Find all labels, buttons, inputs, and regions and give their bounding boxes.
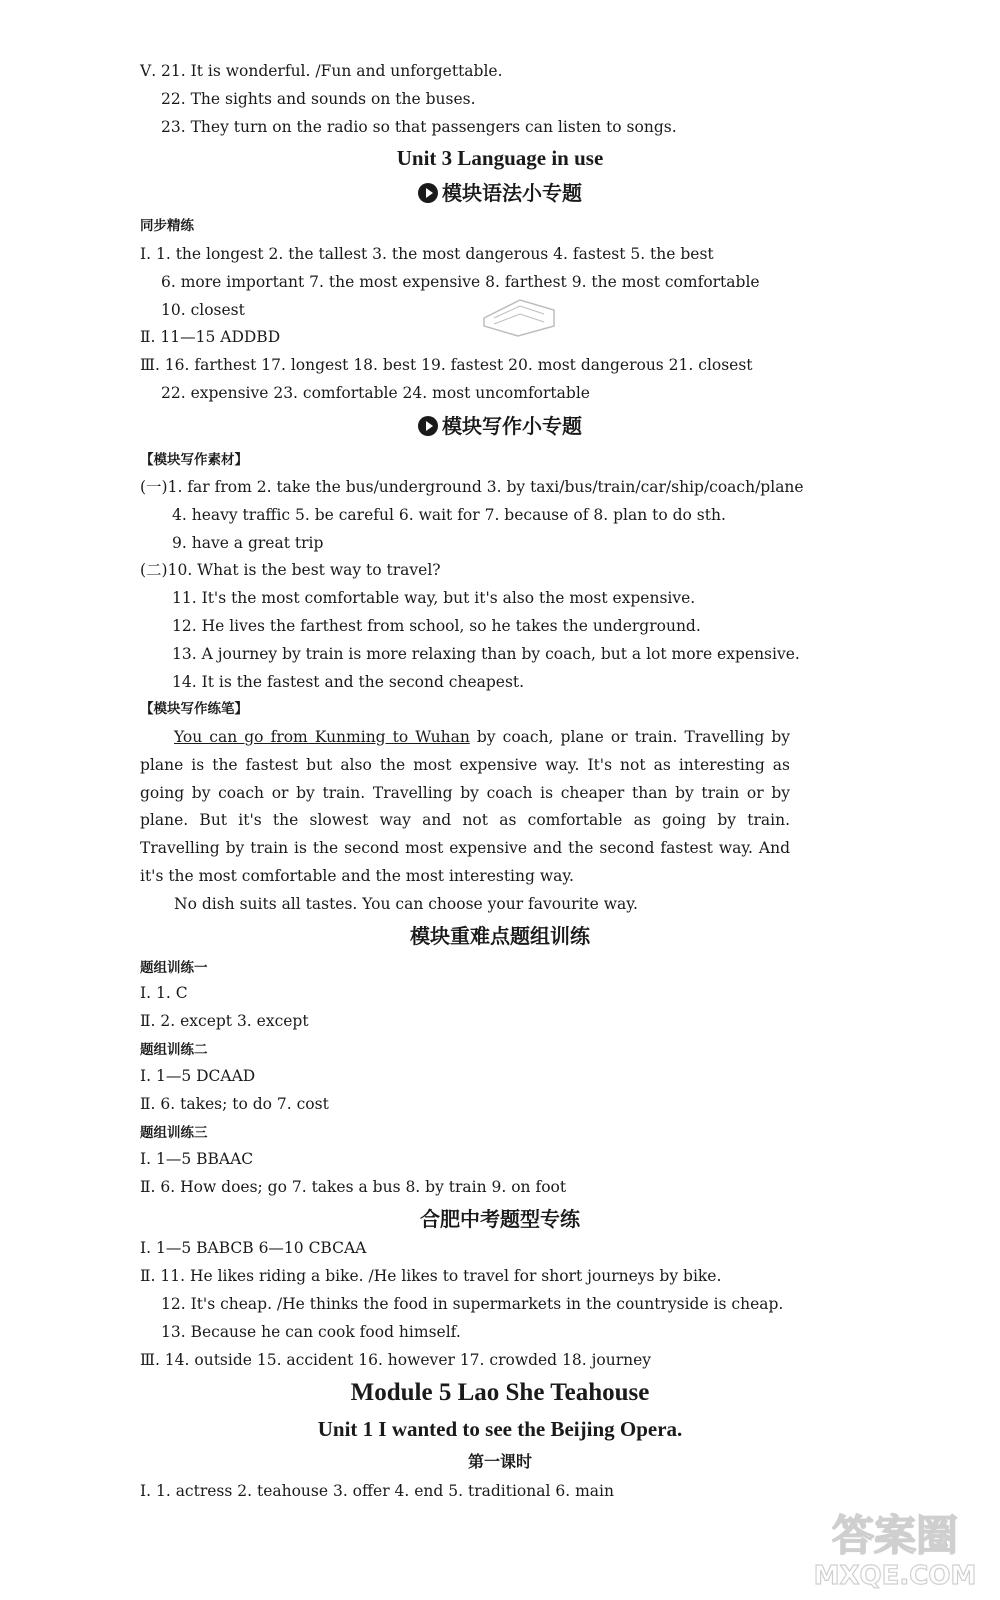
answer-line: Ⅱ. 6. takes; to do 7. cost (140, 1095, 329, 1113)
subsection-label: 同步精练 (140, 218, 194, 234)
answer-line: Ⅱ. 11—15 ADDBD (140, 328, 281, 346)
essay-body: by coach, plane or train. Travelling by plane is the fastest but also the most expensive way. It's not as interesting as going by coach or by train. Travelling by coach is cheaper than by train or by plane. But it's the slowest way and not as comfortable as going by train. Travelling by train is the second most expensive and the second fastest way. And it's the most comfortable and the most interesting way. (140, 728, 790, 885)
answer-line: Ⅰ. 1—5 BABCB 6—10 CBCAA (140, 1239, 367, 1257)
subsection-label: 题组训练二 (140, 1042, 208, 1058)
answer-line: (二)10. What is the best way to travel? (140, 561, 441, 579)
subsection-label: 题组训练一 (140, 960, 208, 976)
module-heading: Module 5 Lao She Teahouse (350, 1379, 650, 1406)
answer-line: 23. They turn on the radio so that passengers can listen to songs. (161, 118, 677, 136)
stamp-icon (480, 296, 558, 338)
answer-line: 9. have a great trip (172, 534, 324, 552)
section-heading-grammar: 模块语法小专题 (0, 183, 1000, 203)
section-heading-training: 模块重难点题组训练 (410, 924, 590, 948)
answer-line: Ⅰ. 1—5 DCAAD (140, 1067, 256, 1085)
watermark-logo (800, 1500, 990, 1592)
answer-line: 22. expensive 23. comfortable 24. most uncomfortable (161, 384, 590, 402)
section-heading-exam: 合肥中考题型专练 (420, 1207, 580, 1231)
unit-heading: Unit 3 Language in use (396, 146, 604, 170)
answer-line: Ⅱ. 11. He likes riding a bike. /He likes to travel for short journeys by bike. (140, 1267, 722, 1285)
subsection-label: 题组训练三 (140, 1125, 208, 1141)
answer-line: 10. closest (161, 301, 245, 319)
answer-line: Ⅰ. 1. actress 2. teahouse 3. offer 4. end 5. traditional 6. main (140, 1482, 614, 1500)
answer-line: 22. The sights and sounds on the buses. (161, 90, 476, 108)
answer-line: 12. It's cheap. /He thinks the food in supermarkets in the countryside is cheap. (161, 1295, 784, 1313)
essay-lead: You can go from Kunming to Wuhan (174, 728, 470, 746)
essay-ending: No dish suits all tastes. You can choose your favourite way. (174, 894, 638, 913)
answer-line: 11. It's the most comfortable way, but it's also the most expensive. (172, 589, 696, 607)
answer-line: Ⅴ. 21. It is wonderful. /Fun and unforgettable. (140, 62, 503, 80)
answer-line: 14. It is the fastest and the second cheapest. (172, 673, 525, 691)
subsection-label: 【模块写作素材】 (140, 452, 248, 468)
answer-line: Ⅰ. 1. the longest 2. the tallest 3. the most dangerous 4. fastest 5. the best (140, 245, 714, 263)
watermark-text: 答案圈 (831, 1511, 959, 1560)
answer-line: 6. more important 7. the most expensive 8. farthest 9. the most comfortable (161, 273, 760, 291)
answer-line: Ⅲ. 14. outside 15. accident 16. however 17. crowded 18. journey (140, 1351, 652, 1369)
answer-line: 13. Because he can cook food himself. (161, 1323, 461, 1341)
answer-line: 12. He lives the farthest from school, so he takes the underground. (172, 617, 701, 635)
answer-line: Ⅰ. 1. C (140, 984, 188, 1002)
answer-line: Ⅱ. 6. How does; go 7. takes a bus 8. by train 9. on foot (140, 1178, 567, 1196)
answer-line: 13. A journey by train is more relaxing than by coach, but a lot more expensive. (172, 645, 800, 663)
answer-line: (一)1. far from 2. take the bus/underground 3. by taxi/bus/train/car/ship/coach/plane (140, 478, 804, 496)
answer-line: 4. heavy traffic 5. be careful 6. wait for 7. because of 8. plan to do sth. (172, 506, 726, 524)
play-circle-icon (418, 183, 438, 203)
lesson-heading: 第一课时 (467, 1452, 532, 1471)
section-heading-writing: 模块写作小专题 (0, 416, 1000, 436)
subsection-label: 【模块写作练笔】 (140, 701, 248, 717)
unit-heading: Unit 1 I wanted to see the Beijing Opera. (317, 1417, 683, 1441)
answer-line: Ⅲ. 16. farthest 17. longest 18. best 19. fastest 20. most dangerous 21. closest (140, 356, 753, 374)
watermark-domain: MXQE.COM (813, 1561, 977, 1591)
play-circle-icon (418, 416, 438, 436)
answer-line: Ⅰ. 1—5 BBAAC (140, 1150, 254, 1168)
answer-line: Ⅱ. 2. except 3. except (140, 1012, 309, 1030)
essay-paragraph (140, 724, 790, 919)
